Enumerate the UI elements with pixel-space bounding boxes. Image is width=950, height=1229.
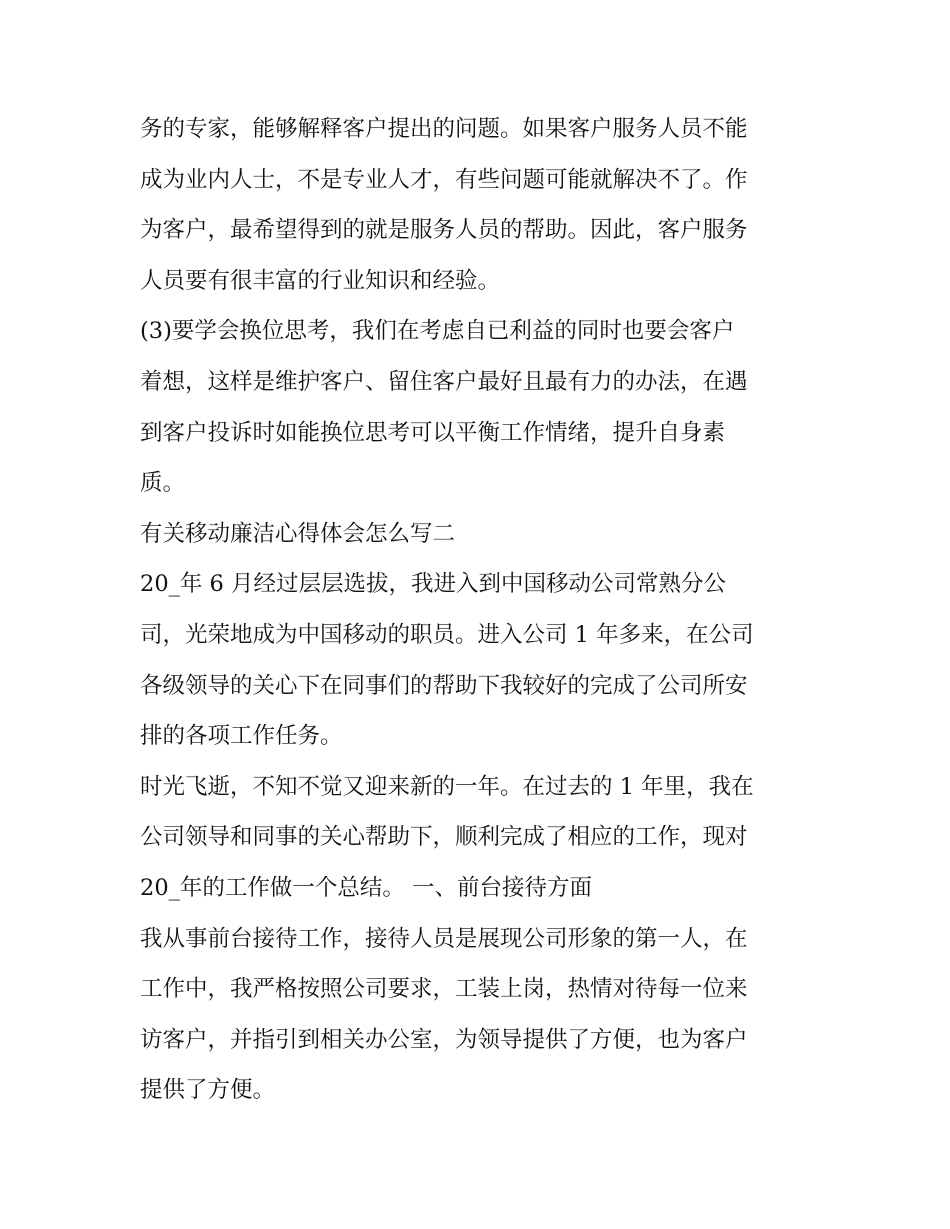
text-line: 提供了方便。 [140,1077,276,1104]
text-line: 为客户，最希望得到的就是服务人员的帮助。因此，客户服务 [140,217,748,244]
text-line: (3)要学会换位思考，我们在考虑自已利益的同时也要会客户 [140,318,735,345]
text-line: 人员要有很丰富的行业知识和经验。 [140,267,501,294]
text-line: 各级领导的关心下在同事们的帮助下我较好的完成了公司所安 [140,672,748,699]
text-line: 20_年 6 月经过层层选拔，我进入到中国移动公司常熟分公 [140,571,727,598]
text-line: 到客户投诉时如能换位思考可以平衡工作情绪，提升自身素 [140,419,726,446]
text-line: 访客户，并指引到相关办公室，为领导提供了方便，也为客户 [140,1026,748,1053]
text-line: 工作中，我严格按照公司要求，工装上岗，热情对待每一位来 [140,976,748,1003]
text-line: 着想，这样是维护客户、留住客户最好且最有力的办法，在遇 [140,368,748,395]
text-line: 公司领导和同事的关心帮助下，顺利完成了相应的工作，现对 [140,824,748,851]
text-line: 时光飞逝，不知不觉又迎来新的一年。在过去的 1 年里，我在 [140,773,754,800]
text-line: 我从事前台接待工作，接待人员是展现公司形象的第一人，在 [140,925,748,952]
text-line: 20_年的工作做一个总结。 一、前台接待方面 [140,874,593,901]
text-line: 质。 [140,470,186,497]
text-line: 司，光荣地成为中国移动的职员。进入公司 1 年多来，在公司 [140,621,754,648]
text-line: 成为业内人士，不是专业人才，有些问题可能就解决不了。作 [140,166,748,193]
text-line: 排的各项工作任务。 [140,723,343,750]
document-body [140,104,820,1116]
text-line: 务的专家，能够解释客户提出的问题。如果客户服务人员不能 [140,116,748,142]
section-heading: 有关移动廉洁心得体会怎么写二 [140,520,456,547]
